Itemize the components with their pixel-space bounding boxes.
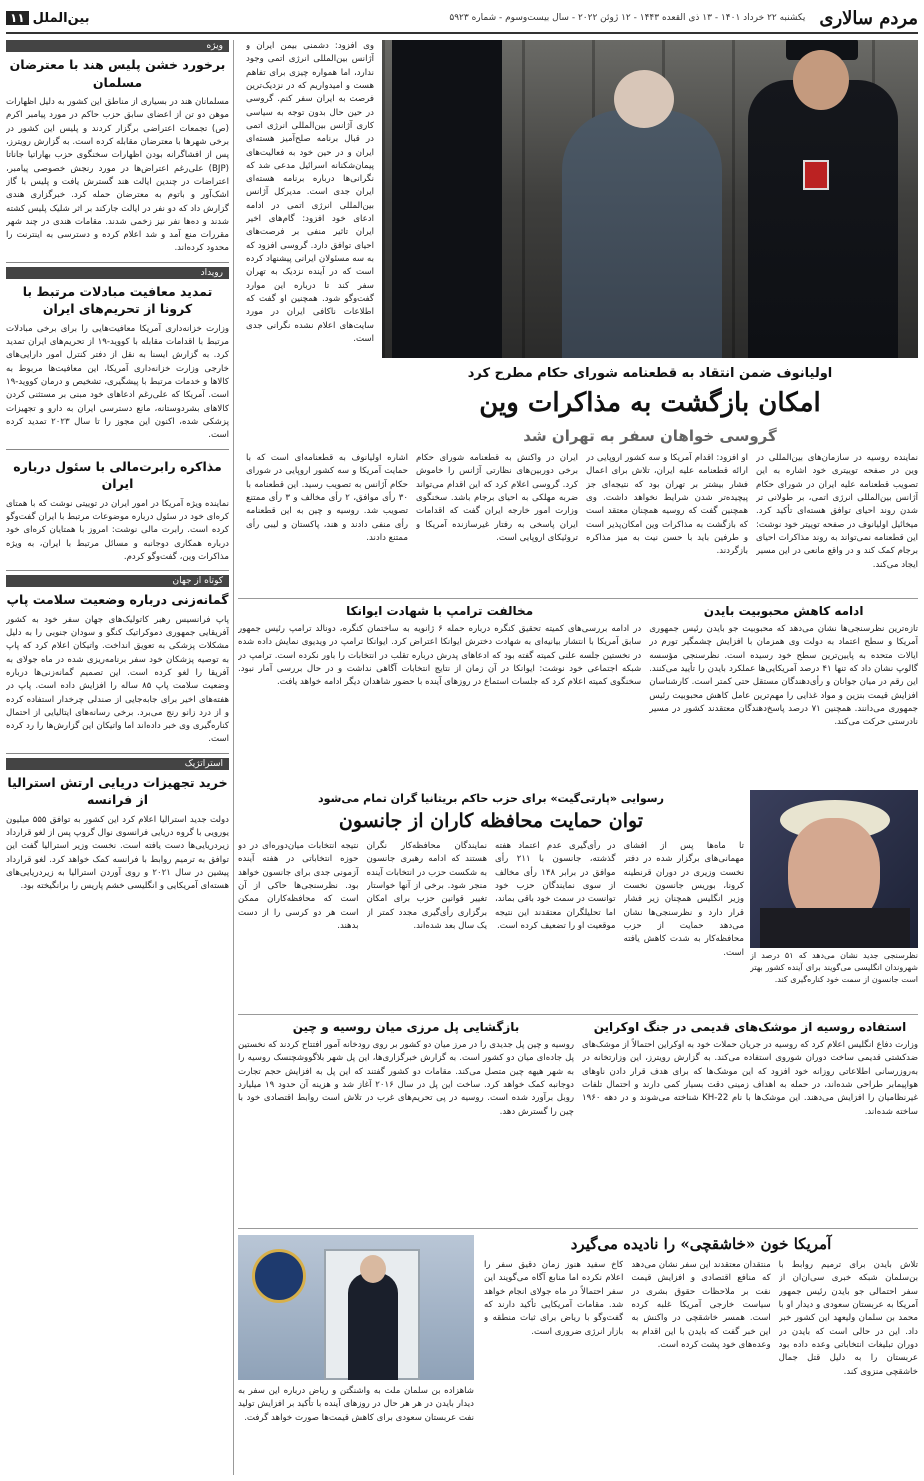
brief-malley-seoul [6,454,229,572]
top-story-kicker: اولیانوف ضمن انتقاد به قطعنامه شورای حکام مطرح کرد [467,366,833,381]
hero-photo [382,40,918,358]
article-body: روسیه و چین پل جدیدی را در مرز میان دو کشور بر روی رودخانه آمور افتتاح کردند که نخستین پل جاده‌ای میان دو کشور است. به گزارش خبرگزاری‌ها، این پل شهر بلاگووشچنسک روسیه را به شهر هیهه چین متصل می‌کند. مقامات دو کشور گفتند که این پل به افزایش حجم تجارت دوجانبه کمک خواهد کرد. ساخت این پل در سال ۲۰۱۶ آغاز شد و هزینه آن حدود ۱۹ میلیارد روبل برآورد شده است. روسیه در پی تحریم‌های غرب در تلاش است روابط اقتصادی خود با چین را گسترش دهد. [238,1040,574,1117]
boris-kicker: رسوایی «پارتی‌گیت» برای حزب حاکم بریتانیا گران تمام می‌شود [318,792,664,805]
brief-body: پاپ فرانسیس رهبر کاتولیک‌های جهان سفر خود به کشور آفریقایی جمهوری دموکراتیک کنگو و سودان جنوبی را به دلیل مشکلات پزشکی به تعویق انداخت. واتیکان اعلام کرد که پاپ به توصیه پزشکان خود سفر برنامه‌ریزی شده در ماه جولای به آفریقا را لغو کرده است. این تصمیم گمانه‌زنی‌ها درباره وضعیت سلامت پاپ ۸۵ ساله را افزایش داده است. پاپ در هفته‌های اخیر برای جابه‌جایی از صندلی چرخدار استفاده کرده و از درد زانو رنج می‌برد. برخی رسانه‌های ایتالیایی از احتمال کناره‌گیری وی خبر داده‌اند اما واتیکان این گزارش‌ها را رد کرده است. [6,614,229,745]
top-story-body [246,452,918,592]
masthead [6,4,918,34]
left-column [6,40,234,1475]
bottom-photo-caption: شاهزاده بن سلمان ملت به واشنگتن و ریاض درباره این سفر به دیدار بایدن در هر هر حال در روزهای آینده با تأکید بر افزایش تولید نفت عربستان سعودی برای کاهش قیمت‌ها صورت خواهد گرفت. [238,1386,474,1423]
article-headline: مخالفت ترامپ با شهادت ایوانکا [346,604,534,618]
body-column: تا ماه‌ها پس از افشای مهمانی‌های برگزار شده در دفتر نخست وزیری در دوران قرنطینه کرونا، بوریس جانسون نخست وزیر انگلیس همچنان زیر فشار قرار دارد و نظرسنجی‌ها نشان می‌دهد حمایت از حزب محافظه‌کار به شدت کاهش یافته است. [623,841,744,958]
article-biden-popularity [649,599,918,784]
brief-tag: استراتژیک [6,758,229,770]
body-column: تلاش بایدن برای ترمیم روابط با بن‌سلمان شبکه خبری سی‌ان‌ان از سفر احتمالی جو بایدن رئیس جمهور آمریکا به عربستان سعودی و دیدار او با محمد بن سلمان ولیعهد این کشور خبر داد. این در حالی است که بایدن در دوران تبلیغات انتخاباتی وعده داده بود عربستان را به دلیل قتل جمال خاشقچی منزوی کند. [778,1260,918,1377]
body-column: در رأی‌گیری عدم اعتماد هفته گذشته، جانسون با ۲۱۱ رأی موافق در برابر ۱۴۸ رأی مخالف از سوی نمایندگان حزب خود توانست در سمت خود باقی بماند، اما تحلیلگران معتقدند این نتیجه موقعیت او را تضعیف کرده است. [495,841,616,931]
photo-officer-right [748,80,898,358]
date-line: یکشنبه ۲۲ خرداد ۱۴۰۱ - ۱۳ ذی القعده ۱۴۴۳ - ۱۲ ژوئن ۲۰۲۲ - سال بیست‌وسوم - شماره ۵۹۲۳ [449,13,806,23]
article-headline: استفاده روسیه از موشک‌های قدیمی در جنگ اوکراین [593,1020,907,1034]
body-column: ایران در واکنش به قطعنامه شورای حکام برخی دوربین‌های نظارتی آژانس را خاموش کرد. گروسی اعلام کرد که این اقدام می‌تواند ضربه مهلکی به احیای برجام باشد. سخنگوی وزارت امور خارجه ایران گفت که اقدامات ایران پاسخی به رفتار غیرسازنده آمریکا و تروئیکای اروپایی است. [416,453,578,543]
brief-india [6,40,229,263]
article-trump-ivanka [238,599,641,784]
photo-officer-left [392,40,502,358]
boris-photo-caption: نظرسنجی جدید نشان می‌دهد که ۵۱ درصد از شهروندان انگلیسی می‌گویند برای آینده کشور بهتر است جانسون از سمت خود کناره‌گیری کند. [750,951,918,984]
brief-headline: گمانه‌زنی درباره وضعیت سلامت پاپ [6,592,229,608]
article-headline: بازگشایی پل مرزی میان روسیه و چین [292,1020,520,1034]
brief-pope [6,575,229,754]
article-headline: ادامه کاهش محبوبیت بایدن [703,604,864,618]
presidential-seal-icon [252,1249,306,1303]
section-name: بین‌الملل [32,10,90,26]
bottom-headline: آمریکا خون «خاشقچی» را نادیده می‌گیرد [570,1235,832,1253]
body-column: نمایندگان محافظه‌کار نگران هستند که ادامه رهبری جانسون به شکست حزب در انتخابات آینده منجر شود. برخی از آنها خواستار تغییر قوانین حزب برای امکان برگزاری رأی‌گیری مجدد کمتر از یک سال بعد شده‌اند. [366,841,487,931]
top-story-subhead: گروسی خواهان سفر به تهران شد [523,427,777,445]
brief-body: مسلمانان هند در بسیاری از مناطق این کشور به دلیل اظهارات موهن دو تن از اعضای سابق حزب حاکم در مورد پیامبر اکرم (ص) تجمعات اعتراضی برگزار کردند و پلیس این کشور در برخی شهرها با معترضان مقابله کرده است. به گزارش رویترز، پس از افشاگرانه بودن اظهارات سخنگوی حزب بهاراتیا جاناتا (BJP) علی‌رغم اعتراض‌ها در مورد رنجش خصوصی پیامبر، اعتراضات در چندین ایالت هند گسترش یافت و پلیس با گاز اشک‌آور و باتوم به معترضان حمله کرد. خبرگزاری هندی گزارش داد که دو نفر در ایالت جارکند بر اثر شلیک پلیس کشته شدند و ده‌ها نفر نیز زخمی شدند. مقامات هندی در چند شهر مقررات منع آمد و شد اعلام کرده و دسترسی به اینترنت را محدود کرده‌اند. [6,97,229,254]
section-label [6,11,90,26]
brief-body: وزارت خزانه‌داری آمریکا معافیت‌هایی را برای برخی مبادلات مرتبط با اقدامات مقابله با کووید-۱۹ از تحریم‌های ایران تمدید کرد. به گزارش ایسنا به نقل از دفتر کنترل امور دارایی‌های خارجی وزارت خزانه‌داری آمریکا، این معافیت‌ها مربوط به کالاها و خدمات مرتبط با پیشگیری، تشخیص و درمان کووید-۱۹ است. آمریکا که علی‌رغم ادعاهای خود مبنی بر مستثنی کردن کالاهای بشردوستانه، مانع دسترسی ایران به دارو و تجهیزات پزشکی شده، اکنون این مجوز را تا سال ۲۰۲۳ تمدید کرده است. [6,323,229,441]
page-number: ۱۱ [6,11,29,25]
photo-man [562,110,722,358]
article-body: در ادامه بررسی‌های کمیته تحقیق کنگره درباره حمله ۶ ژانویه به ساختمان کنگره، دونالد ترامپ رئیس جمهور سابق آمریکا با انتشار بیانیه‌ای به شهادت دخترش ایوانکا اعتراض کرد. ایوانکا ترامپ در ویدیوی نمایش داده شده در نخستین جلسه علنی کمیته گفته بود که ادعاهای پدرش درباره تقلب در انتخابات را باور نکرده است. ترامپ در شبکه اجتماعی خود نوشت: ایوانکا در آن زمان از نتایج انتخابات آگاهی نداشت و در حال بررسی آمار نبود. سخنگوی کمیته اعلام کرد که جلسات استماع در روزهای آینده با حضور شاهدان دیگر ادامه خواهد یافت. [238,624,642,688]
bottom-story [238,1228,918,1475]
article-body: وزارت دفاع انگلیس اعلام کرد که روسیه در جریان حملات خود به اوکراین احتمالاً از موشک‌های ضدکشتی قدیمی ساخت دوران شوروی استفاده می‌کند. به گزارش رویترز، این وزارتخانه در به‌روزرسانی اطلاعاتی روزانه خود افزود که این موشک‌ها که برای هدف قرار دادن ناوهای هواپیمابر طراحی شده‌اند، در حمله به اهداف زمینی دقت بسیار کمی دارند و احتمال تلفات غیرنظامیان را افزایش می‌دهند. این موشک‌ها با نام KH-22 شناخته می‌شوند و در دهه ۱۹۶۰ ساخته شده‌اند. [582,1040,918,1117]
article-russia-china-bridge [238,1015,574,1224]
biden-plane-photo [238,1235,474,1380]
brief-body: نماینده ویژه آمریکا در امور ایران در توییتی نوشت که با همتای کره‌ای خود در سئول درباره موضوعات مرتبط با ایران گفت‌وگو کرده است. رابرت مالی نوشت: امروز با همتایان کره‌ای خود درباره همکاری دوجانبه و مسائل مرتبط با ایران، به ویژه مذاکرات وین، گفت‌وگو کردم. [6,498,229,562]
body-column: نتیجه انتخابات میان‌دوره‌ای در دو حوزه انتخاباتی در هفته آینده آزمونی جدی برای جانسون خواهد بود. نظرسنجی‌ها حاکی از آن است که محافظه‌کاران ممکن است هر دو کرسی را از دست بدهند. [238,841,359,931]
top-story-side-text: وی افزود: دشمنی بیمن ایران و آژانس بین‌المللی انرژی اتمی وجود ندارد، اما همواره چیزی برای تفاهم هست و امیدواریم که در نزدیک‌ترین فرصت به ایران سفر کنم. گروسی در حین حال بدون توجه به سیاسی کاری آژانس بین‌المللی انرژی اتمی در قبال برنامه صلح‌آمیز هسته‌ای ایران و در حین خود به فعالیت‌های پیمان‌شکنانه اسرائیل مدعی شد که نگرانی‌ها درباره برنامه هسته‌ای ایران جدی است. مدیرکل آژانس بین‌المللی انرژی اتمی در ادامه ادعای خود افزود: گام‌های اخیر ایران تاثیر منفی بر فرصت‌های احیای توافق دارد. گروسی افزود که به سه مسئولان ایرانی پیشنهاد کرده است که در آینده نزدیک به تهران سفر کند تا درباره این موارد گفت‌وگو شود. همچنین او گفت که اطلاعات ناکافی ایران در مورد سایت‌های اعلام نشده نگرانی جدی است. [246,41,374,344]
boris-headline: توان حمایت محافظه کاران از جانسون [338,810,644,832]
boris-body [238,840,744,1008]
brief-headline: تمدید معافیت مبادلات مرتبط با کرونا از تحریم‌های ایران [22,283,213,317]
newspaper-logo: مردم سالاری [819,7,918,29]
body-column: او افزود: اقدام آمریکا و سه کشور اروپایی در ارائه قطعنامه علیه ایران، تلاش برای اعمال فشار بیشتر بر تهران بود که نتیجه‌ای جز پیچیده‌تر شدن شرایط نخواهد داشت. وی همچنین گفت که روسیه همچنان معتقد است که بازگشت به مذاکرات وین امکان‌پذیر است و طرفین باید با حسن نیت به میز مذاکره بازگردند. [586,453,748,557]
boris-photo [750,790,918,948]
brief-australia [6,758,229,900]
brief-headline: مذاکره رابرت‌مالی با سئول درباره ایران [13,458,222,492]
body-column: نماینده روسیه در سازمان‌های بین‌المللی در وین در صفحه توییتری خود اشاره به این تصویب قطعنامه علیه ایران در شورای حکام آژانس بین‌المللی انرژی اتمی، بر طولانی تر شدن روند احیای توافق هسته‌ای تأکید کرد. میخائیل اولیانوف در صفحه توییتر خود نوشت: این قطعنامه نمی‌تواند به روند مذاکرات احیای برجام کمک کند و در واقع مانعی در این مسیر ایجاد می‌کند. [756,453,918,570]
articles-row-2 [238,598,918,784]
brief-covid-sanctions [6,267,229,450]
body-column: منتقدان معتقدند این سفر نشان می‌دهد که منافع اقتصادی و افزایش قیمت نفت بر ملاحظات حقوق بشری در سیاست خارجی آمریکا غلبه کرده است. همسر خاشقچی در واکنش به این خبر گفت که بایدن با این اقدام به وعده‌های خود پشت کرده است. [631,1260,771,1350]
brief-headline: برخورد خشن پلیس هند با معترضان مسلمان [9,57,226,90]
brief-tag: ویژه [6,40,229,52]
brief-headline: خرید تجهیزات دریایی ارتش استرالیا از فرانسه [7,774,228,808]
body-column: اشاره اولیانوف به قطعنامه‌ای است که با حمایت آمریکا و سه کشور اروپایی در شورای حکام آژانس به تصویب رسید. این قطعنامه با ۳۰ رأی موافق، ۲ رأی مخالف و ۳ رأی ممتنع تصویب شد. روسیه و چین به این قطعنامه رأی منفی دادند و هند، پاکستان و لیبی رأی ممتنع دادند. [246,453,408,543]
articles-row-3 [238,1014,918,1224]
brief-tag: رویداد [6,267,229,279]
article-body: تازه‌ترین نظرسنجی‌ها نشان می‌دهد که محبوبیت جو بایدن رئیس جمهوری آمریکا و سطح اعتماد به دولت وی همزمان با افزایش چشمگیر تورم در ایالات متحده به پایین‌ترین سطح خود رسیده است. نظرسنجی مؤسسه گالوپ نشان داد که تنها ۴۱ درصد آمریکایی‌ها عملکرد بایدن را تأیید می‌کنند. این رقم در میان جوانان و رأی‌دهندگان مستقل حتی کمتر است. کارشناسان افزایش قیمت بنزین و مواد غذایی را مهم‌ترین عامل کاهش محبوبیت رئیس جمهوری می‌دانند. همچنین ۷۱ درصد پاسخ‌دهندگان معتقدند کشور در مسیر نادرستی حرکت می‌کند. [649,624,918,728]
top-story-headline: امکان بازگشت به مذاکرات وین [479,388,821,418]
brief-tag: کوتاه از جهان [6,575,229,587]
article-russia-missiles [582,1015,918,1224]
brief-body: دولت جدید استرالیا اعلام کرد این کشور به توافق ۵۵۵ میلیون یورویی با گروه دریایی فرانسوی نوال گروپ پس از لغو قرارداد زیردریایی‌ها دست یافته است. نخست وزیر استرالیا گفت این توافق به ترمیم روابط با فرانسه کمک خواهد کرد. لغو قرارداد پیشین در سال ۲۰۲۱ و روی آوردن استرالیا به زیردریایی‌های هسته‌ای آمریکایی و انگلیسی خشم پاریس را برانگیخته بود. [6,814,229,892]
body-column: کاخ سفید هنوز زمان دقیق سفر را اعلام نکرده اما منابع آگاه می‌گویند این سفر احتمالاً در ماه جولای انجام خواهد شد. مقامات آمریکایی تأکید دارند که گفت‌وگو با ریاض برای ثبات منطقه و بازار انرژی ضروری است. [484,1260,624,1337]
bottom-body [484,1259,918,1474]
